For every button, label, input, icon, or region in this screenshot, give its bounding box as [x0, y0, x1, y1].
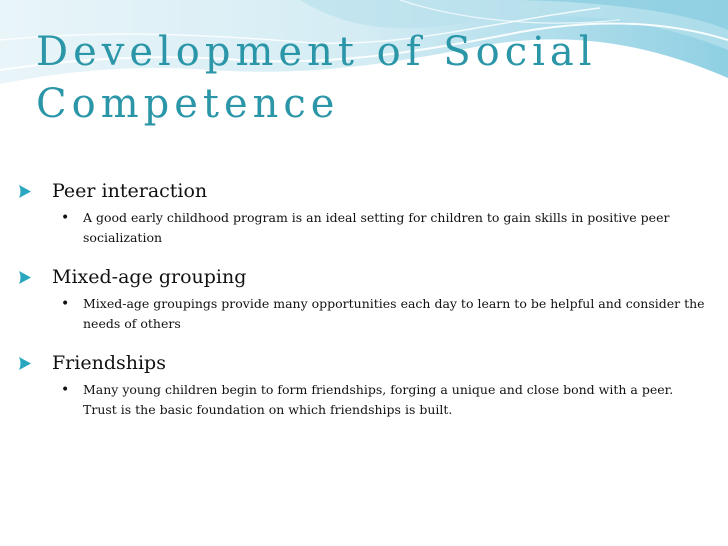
list-item-peer-interaction	[16, 176, 706, 248]
slide-title	[36, 26, 716, 130]
bullet-icon	[18, 185, 31, 198]
item-heading: Peer interaction	[52, 180, 208, 202]
title-line-1: Development of Social	[36, 29, 597, 75]
item-heading: Mixed-age grouping	[52, 266, 247, 288]
sub-bullet-icon: •	[61, 382, 70, 398]
title-line-2: Competence	[36, 81, 340, 127]
sub-bullet-icon: •	[61, 210, 70, 226]
bullet-list	[16, 176, 706, 434]
item-heading: Friendships	[52, 352, 166, 374]
item-detail: Many young children begin to form friendships, forging a unique and close bond with a peer. Trust is the basic foundation on which friendships is built.	[83, 382, 674, 417]
bullet-icon	[18, 271, 31, 284]
bullet-icon	[18, 357, 31, 370]
sub-bullet-icon: •	[61, 296, 70, 312]
item-detail: A good early childhood program is an ideal setting for children to gain skills in positive peer socialization	[83, 210, 670, 245]
list-item-friendships	[16, 348, 706, 420]
list-item-mixed-age-grouping	[16, 262, 706, 334]
item-detail: Mixed-age groupings provide many opportunities each day to learn to be helpful and consider the needs of others	[83, 296, 705, 331]
